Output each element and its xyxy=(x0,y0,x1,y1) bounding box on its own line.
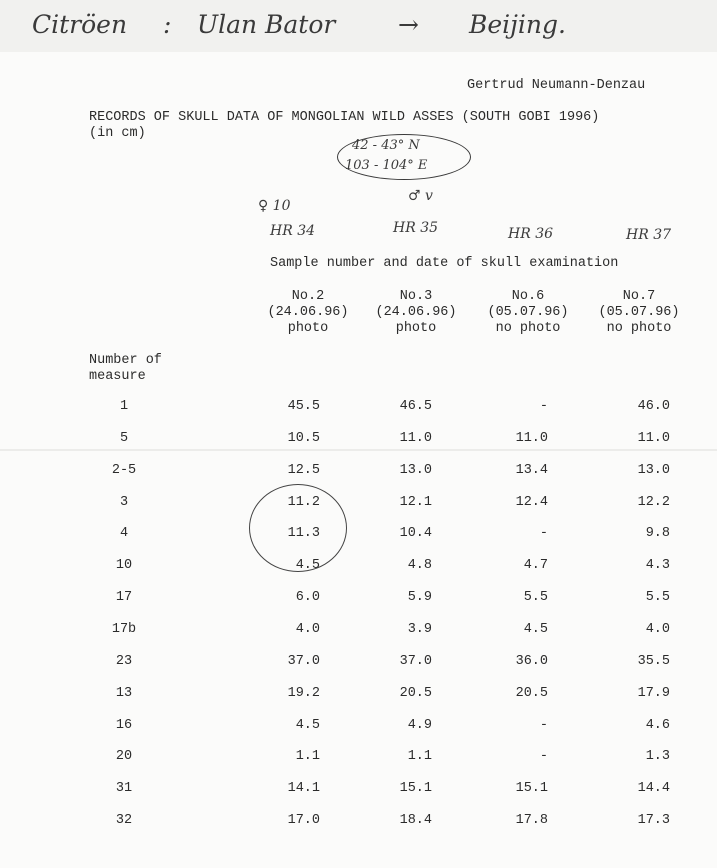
measurement-value: 12.5 xyxy=(287,462,320,478)
longitude-note: 103 - 104° E xyxy=(345,158,428,173)
measurement-value: 20.5 xyxy=(399,685,432,701)
measure-label-line1: Number of xyxy=(89,353,162,368)
measurement-value: 10.4 xyxy=(399,526,432,542)
measurement-value: 18.4 xyxy=(399,813,432,829)
measure-number: 5 xyxy=(119,430,129,446)
measurement-value: 10.5 xyxy=(287,430,320,446)
column-note: photo xyxy=(287,321,329,336)
handwritten-note-colon: : xyxy=(163,10,172,39)
author-name: Gertrud Neumann-Denzau xyxy=(467,78,646,93)
measurement-value: 3.9 xyxy=(407,621,432,637)
measurement-value: 4.7 xyxy=(523,558,548,574)
measurement-value: - xyxy=(539,749,548,765)
measure-number: 17 xyxy=(115,590,133,606)
document-title-line1: RECORDS OF SKULL DATA OF MONGOLIAN WILD ASSES (SOUTH GOBI 1996) xyxy=(89,110,600,125)
measurement-value: 4.6 xyxy=(645,717,670,733)
sample-id-1: HR 34 xyxy=(270,223,316,239)
measure-number: 16 xyxy=(115,717,133,733)
measurement-value: 13.4 xyxy=(515,462,548,478)
measurement-value: 15.1 xyxy=(515,781,548,797)
column-header xyxy=(473,289,583,337)
measurement-value: 17.0 xyxy=(287,813,320,829)
table-row xyxy=(0,781,717,801)
column-date: (05.07.96) xyxy=(487,305,569,320)
table-caption: Sample number and date of skull examination xyxy=(270,256,619,271)
table-row xyxy=(0,558,717,578)
measurement-value: 11.0 xyxy=(399,430,432,446)
handwritten-note-arrow: → xyxy=(398,10,419,39)
measurement-value: 9.8 xyxy=(645,526,670,542)
measure-label-line2: measure xyxy=(89,369,146,384)
female-sample-note: ♀ 10 xyxy=(258,198,291,214)
measurement-value: 12.1 xyxy=(399,494,432,510)
measure-number: 3 xyxy=(119,494,129,510)
measurement-value: 37.0 xyxy=(287,653,320,669)
column-header xyxy=(253,289,363,337)
hand-drawn-circle xyxy=(249,484,347,572)
measure-number: 13 xyxy=(115,685,133,701)
table-row xyxy=(0,526,717,546)
table-row xyxy=(0,622,717,642)
table-row xyxy=(0,590,717,610)
column-header xyxy=(361,289,471,337)
column-date: (24.06.96) xyxy=(375,305,457,320)
measurement-value: 11.2 xyxy=(287,494,320,510)
measure-number: 2-5 xyxy=(111,462,137,478)
measurement-value: 4.5 xyxy=(295,717,320,733)
measurement-value: 19.2 xyxy=(287,685,320,701)
measurement-value: 35.5 xyxy=(637,653,670,669)
measurement-value: 45.5 xyxy=(287,399,320,414)
measurement-value: 1.3 xyxy=(645,749,670,765)
measurement-value: 46.5 xyxy=(399,399,432,414)
table-row xyxy=(0,495,717,515)
measurement-value: 37.0 xyxy=(399,653,432,669)
paper-fold xyxy=(0,449,717,451)
column-date: (05.07.96) xyxy=(598,305,680,320)
document-title-line2: (in cm) xyxy=(89,126,146,141)
column-note: no photo xyxy=(606,321,672,336)
column-number: No.3 xyxy=(399,289,433,304)
table-row xyxy=(0,749,717,769)
measure-number: 31 xyxy=(115,781,133,797)
measurement-value: 14.1 xyxy=(287,781,320,797)
column-header xyxy=(584,289,694,337)
measure-number: 32 xyxy=(115,813,133,829)
measurement-value: 12.2 xyxy=(637,494,670,510)
measurement-value: 1.1 xyxy=(407,749,432,765)
measurement-value: 4.3 xyxy=(645,558,670,574)
measurement-value: 13.0 xyxy=(637,462,670,478)
table-row xyxy=(0,654,717,674)
table-row xyxy=(0,686,717,706)
measurement-value: 17.3 xyxy=(637,813,670,829)
measurement-value: 4.0 xyxy=(295,621,320,637)
sample-id-4: HR 37 xyxy=(626,227,672,243)
measurement-value: 4.5 xyxy=(295,558,320,574)
measurement-value: 6.0 xyxy=(295,590,320,606)
handwritten-note-car: Citröen xyxy=(32,10,128,39)
sample-id-2: HR 35 xyxy=(393,220,439,236)
measurement-value: 5.5 xyxy=(523,590,548,606)
measurement-value: - xyxy=(539,526,548,542)
measurement-value: 11.3 xyxy=(287,526,320,542)
measurement-value: 15.1 xyxy=(399,781,432,797)
measurement-value: 11.0 xyxy=(637,430,670,446)
measurement-value: - xyxy=(539,399,548,414)
measurement-value: 4.0 xyxy=(645,621,670,637)
column-date: (24.06.96) xyxy=(267,305,349,320)
latitude-note: 42 - 43° N xyxy=(352,138,420,153)
measurement-value: 4.9 xyxy=(407,717,432,733)
column-note: no photo xyxy=(495,321,561,336)
measure-number: 20 xyxy=(115,749,133,765)
measure-column-label xyxy=(89,353,162,385)
table-row xyxy=(0,813,717,833)
measurement-value: 46.0 xyxy=(637,399,670,414)
table-row xyxy=(0,463,717,483)
measurement-value: 17.8 xyxy=(515,813,548,829)
measurement-value: 20.5 xyxy=(515,685,548,701)
measurement-value: 5.9 xyxy=(407,590,432,606)
table-row xyxy=(0,399,717,419)
measure-number: 17b xyxy=(111,621,137,637)
measurement-value: - xyxy=(539,717,548,733)
column-number: No.6 xyxy=(511,289,545,304)
measure-number: 1 xyxy=(119,399,129,414)
table-row xyxy=(0,431,717,451)
measurement-value: 17.9 xyxy=(637,685,670,701)
column-number: No.2 xyxy=(291,289,325,304)
column-number: No.7 xyxy=(622,289,656,304)
measurement-value: 1.1 xyxy=(295,749,320,765)
measure-number: 4 xyxy=(119,526,129,542)
sample-id-3: HR 36 xyxy=(508,226,554,242)
measure-number: 23 xyxy=(115,653,133,669)
measurement-value: 4.8 xyxy=(407,558,432,574)
measurement-value: 4.5 xyxy=(523,621,548,637)
handwritten-note-origin: Ulan Bator xyxy=(197,10,336,39)
column-note: photo xyxy=(395,321,437,336)
measurement-value: 11.0 xyxy=(515,430,548,446)
measurement-value: 36.0 xyxy=(515,653,548,669)
measurement-value: 13.0 xyxy=(399,462,432,478)
table-row xyxy=(0,718,717,738)
measure-number: 10 xyxy=(115,558,133,574)
male-sample-note: ♂ v xyxy=(408,188,433,204)
measurement-value: 14.4 xyxy=(637,781,670,797)
measurement-value: 5.5 xyxy=(645,590,670,606)
document-title xyxy=(89,110,599,142)
measurement-value: 12.4 xyxy=(515,494,548,510)
handwritten-note-destination: Beijing. xyxy=(469,10,566,39)
